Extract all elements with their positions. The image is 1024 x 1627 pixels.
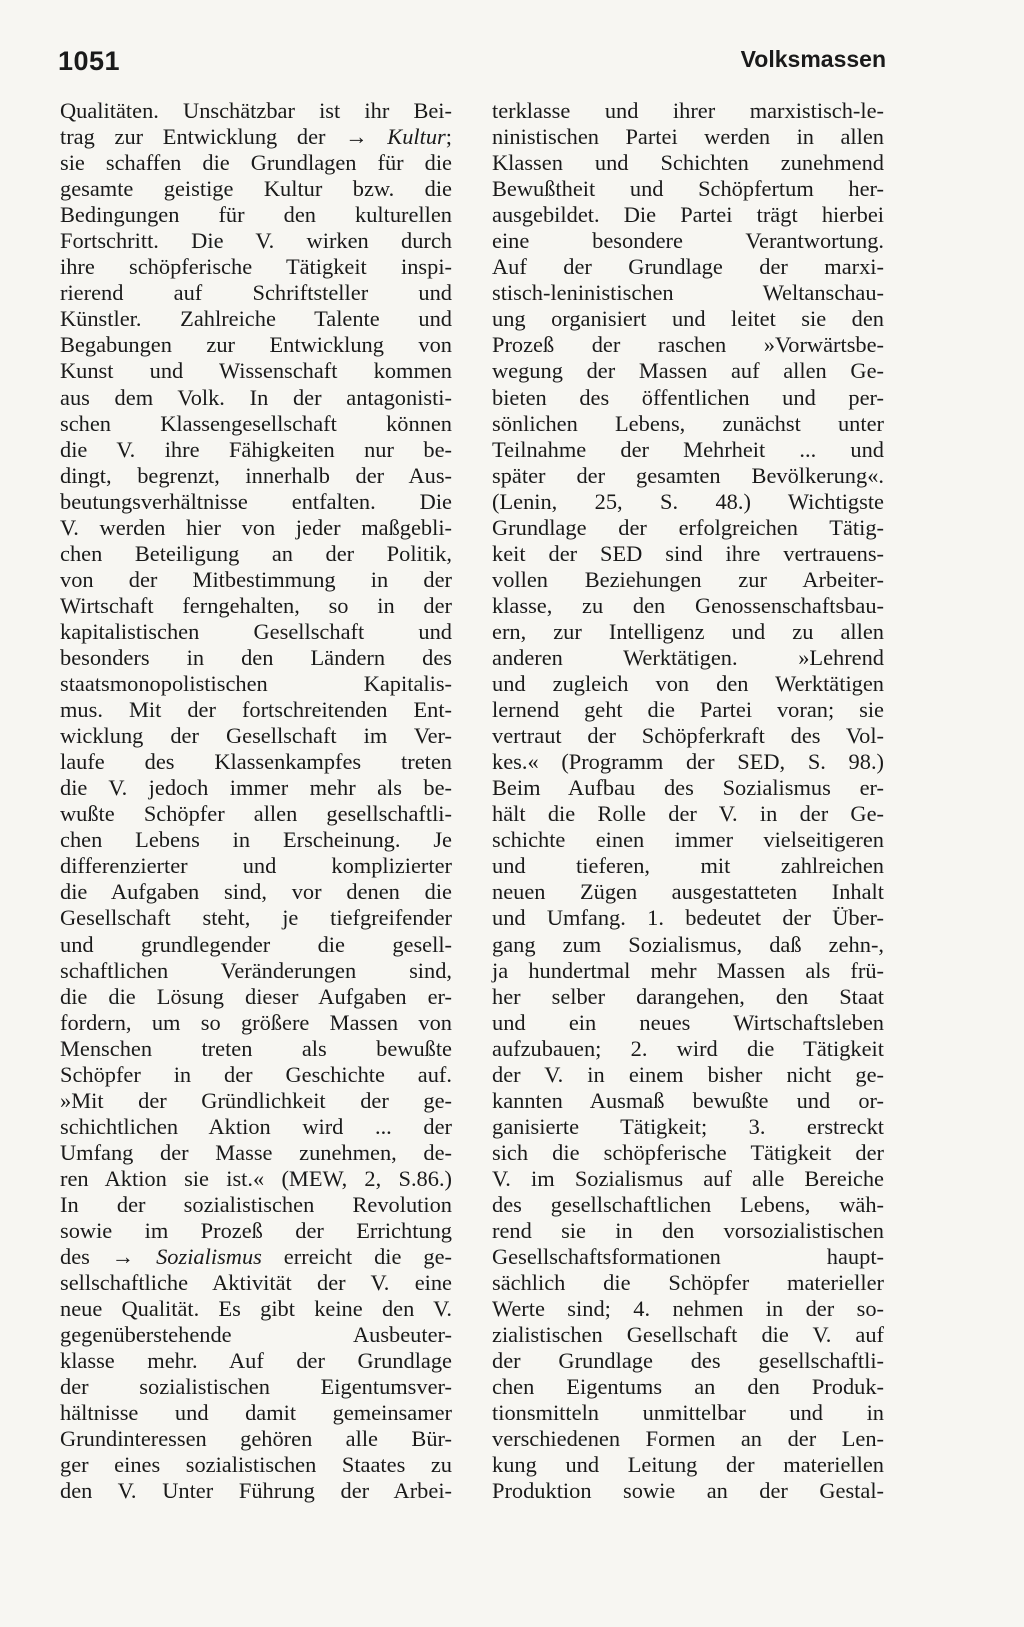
text-line: wicklung der Gesellschaft im Ver-: [60, 723, 452, 749]
text-line: des gesellschaftlichen Lebens, wäh-: [492, 1191, 884, 1217]
text-line: chen Lebens in Erscheinung. Je: [60, 827, 452, 853]
text-line: gegenüberstehende Ausbeuter-: [60, 1322, 452, 1348]
text-line: staatsmonopolistischen Kapitalis-: [60, 671, 452, 697]
text-line: V. werden hier von jeder maßgebli-: [60, 514, 452, 540]
text-column-right: [492, 98, 884, 1505]
text-line: Grundlage der erfolgreichen Tätig-: [492, 514, 884, 540]
text-line: keit der SED sind ihre vertrauens-: [492, 540, 884, 566]
text-line: neuen Zügen ausgestatteten Inhalt: [492, 879, 884, 905]
text-line: terklasse und ihrer marxistisch-le-: [492, 98, 884, 123]
text-line: dingt, begrenzt, innerhalb der Aus-: [60, 462, 452, 488]
text-line: V. im Sozialismus auf alle Bereiche: [492, 1165, 884, 1191]
text-line: stisch-leninistischen Weltanschau-: [492, 280, 884, 306]
text-line: vollen Beziehungen zur Arbeiter-: [492, 566, 884, 592]
text-line: klasse, zu den Genossenschaftsbau-: [492, 592, 884, 618]
text-line: und ein neues Wirtschaftsleben: [492, 1009, 884, 1035]
text-line: rend sie in den vorsozialistischen: [492, 1218, 884, 1244]
text-line: schichtlichen Aktion wird ... der: [60, 1113, 452, 1139]
text-line: vertraut der Schöpferkraft des Vol-: [492, 723, 884, 749]
text-line: eine besondere Verantwortung.: [492, 228, 884, 254]
text-line: Gesellschaftsformationen haupt-: [492, 1244, 884, 1270]
text-line: Begabungen zur Entwicklung von: [60, 332, 452, 358]
text-line: chen Beteiligung an der Politik,: [60, 540, 452, 566]
text-line: zialistischen Gesellschaft die V. auf: [492, 1322, 884, 1348]
text-line: differenzierter und komplizierter: [60, 853, 452, 879]
text-line: tionsmitteln unmittelbar und in: [492, 1400, 884, 1426]
text-line: den V. Unter Führung der Arbei-: [60, 1478, 452, 1504]
text-line: gesamte geistige Kultur bzw. die: [60, 176, 452, 202]
text-line: (Lenin, 25, S. 48.) Wichtigste: [492, 488, 884, 514]
text-line: Kunst und Wissenschaft kommen: [60, 358, 452, 384]
cross-reference: Sozialismus: [156, 1244, 262, 1270]
text-line: Fortschritt. Die V. wirken durch: [60, 228, 452, 254]
running-head: Volksmassen: [740, 46, 886, 72]
text-line: beutungsverhältnisse entfalten. Die: [60, 488, 452, 514]
text-line: Gesellschaft steht, je tiefgreifender: [60, 905, 452, 931]
text-line: sächlich die Schöpfer materieller: [492, 1270, 884, 1296]
text-line: »Mit der Gründlichkeit der ge-: [60, 1087, 452, 1113]
text-line: trag zur Entwicklung der → Kultur;: [60, 124, 452, 150]
text-line: wegung der Massen auf allen Ge-: [492, 358, 884, 384]
text-line: ern, zur Intelligenz und zu allen: [492, 618, 884, 644]
text-line: Grundinteressen gehören alle Bür-: [60, 1426, 452, 1452]
text-line: verschiedenen Formen an der Len-: [492, 1426, 884, 1452]
text-line: schaftlichen Veränderungen sind,: [60, 957, 452, 983]
text-line: fordern, um so größere Massen von: [60, 1009, 452, 1035]
text-line: hältnisse und damit gemeinsamer: [60, 1400, 452, 1426]
text-line: der sozialistischen Eigentumsver-: [60, 1374, 452, 1400]
text-line: chen Eigentums an den Produk-: [492, 1374, 884, 1400]
text-line: bieten des öffentlichen und per-: [492, 384, 884, 410]
cross-reference: Kultur: [387, 124, 446, 150]
text-line: Schöpfer in der Geschichte auf.: [60, 1061, 452, 1087]
text-line: sellschaftliche Aktivität der V. eine: [60, 1270, 452, 1296]
text-line: schichte einen immer vielseitigeren: [492, 827, 884, 853]
text-line: Beim Aufbau des Sozialismus er-: [492, 775, 884, 801]
text-line: der Grundlage des gesellschaftli-: [492, 1348, 884, 1374]
text-line: ganisierte Tätigkeit; 3. erstreckt: [492, 1113, 884, 1139]
text-line: später der gesamten Bevölkerung«.: [492, 462, 884, 488]
text-line: ja hundertmal mehr Massen als frü-: [492, 957, 884, 983]
text-line: wußte Schöpfer allen gesellschaftli-: [60, 801, 452, 827]
text-line: Werte sind; 4. nehmen in der so-: [492, 1296, 884, 1322]
text-line: ausgebildet. Die Partei trägt hierbei: [492, 202, 884, 228]
text-line: kung und Leitung der materiellen: [492, 1452, 884, 1478]
text-line: sönlichen Lebens, zunächst unter: [492, 410, 884, 436]
text-line: Klassen und Schichten zunehmend: [492, 150, 884, 176]
text-line: ren Aktion sie ist.« (MEW, 2, S.86.): [60, 1165, 452, 1191]
text-line: und grundlegender die gesell-: [60, 931, 452, 957]
text-line: kes.« (Programm der SED, S. 98.): [492, 749, 884, 775]
text-line: gang zum Sozialismus, daß zehn-,: [492, 931, 884, 957]
text-line: Künstler. Zahlreiche Talente und: [60, 306, 452, 332]
text-line: die V. jedoch immer mehr als be-: [60, 775, 452, 801]
text-line: die die Lösung dieser Aufgaben er-: [60, 983, 452, 1009]
text-line: rierend auf Schriftsteller und: [60, 280, 452, 306]
text-line: Menschen treten als bewußte: [60, 1035, 452, 1061]
text-line: Auf der Grundlage der marxi-: [492, 254, 884, 280]
text-line: Wirtschaft ferngehalten, so in der: [60, 592, 452, 618]
text-line: ihre schöpferische Tätigkeit inspi-: [60, 254, 452, 280]
text-line: laufe des Klassenkampfes treten: [60, 749, 452, 775]
text-line: her selber darangehen, den Staat: [492, 983, 884, 1009]
text-line: klasse mehr. Auf der Grundlage: [60, 1348, 452, 1374]
text-line: aus dem Volk. In der antagonisti-: [60, 384, 452, 410]
text-line: Umfang der Masse zunehmen, de-: [60, 1139, 452, 1165]
text-line: die Aufgaben sind, vor denen die: [60, 879, 452, 905]
text-line: ninistischen Partei werden in allen: [492, 124, 884, 150]
text-line: und Umfang. 1. bedeutet der Über-: [492, 905, 884, 931]
text-line: lernend geht die Partei voran; sie: [492, 697, 884, 723]
text-line: und zugleich von den Werktätigen: [492, 671, 884, 697]
text-line: die V. ihre Fähigkeiten nur be-: [60, 436, 452, 462]
text-line: von der Mitbestimmung in der: [60, 566, 452, 592]
text-line: Produktion sowie an der Gestal-: [492, 1478, 884, 1504]
text-line: Bewußtheit und Schöpfertum her-: [492, 176, 884, 202]
text-line: Qualitäten. Unschätzbar ist ihr Bei-: [60, 98, 452, 123]
text-line: Prozeß der raschen »Vorwärtsbe-: [492, 332, 884, 358]
text-line: anderen Werktätigen. »Lehrend: [492, 644, 884, 670]
text-column-left: [60, 98, 452, 1505]
text-line: In der sozialistischen Revolution: [60, 1191, 452, 1217]
text-line: des → Sozialismus erreicht die ge-: [60, 1244, 452, 1270]
text-line: besonders in den Ländern des: [60, 644, 452, 670]
text-line: hält die Rolle der V. in der Ge-: [492, 801, 884, 827]
text-line: kannten Ausmaß bewußte und or-: [492, 1087, 884, 1113]
text-line: Bedingungen für den kulturellen: [60, 202, 452, 228]
text-line: und tieferen, mit zahlreichen: [492, 853, 884, 879]
text-line: der V. in einem bisher nicht ge-: [492, 1061, 884, 1087]
text-line: aufzubauen; 2. wird die Tätigkeit: [492, 1035, 884, 1061]
text-line: ger eines sozialistischen Staates zu: [60, 1452, 452, 1478]
text-line: Teilnahme der Mehrheit ... und: [492, 436, 884, 462]
text-line: sowie im Prozeß der Errichtung: [60, 1218, 452, 1244]
text-line: neue Qualität. Es gibt keine den V.: [60, 1296, 452, 1322]
text-line: mus. Mit der fortschreitenden Ent-: [60, 697, 452, 723]
text-line: sie schaffen die Grundlagen für die: [60, 150, 452, 176]
text-line: ung organisiert und leitet sie den: [492, 306, 884, 332]
text-line: schen Klassengesellschaft können: [60, 410, 452, 436]
text-line: sich die schöpferische Tätigkeit der: [492, 1139, 884, 1165]
page-number: 1051: [58, 46, 121, 76]
text-line: kapitalistischen Gesellschaft und: [60, 618, 452, 644]
